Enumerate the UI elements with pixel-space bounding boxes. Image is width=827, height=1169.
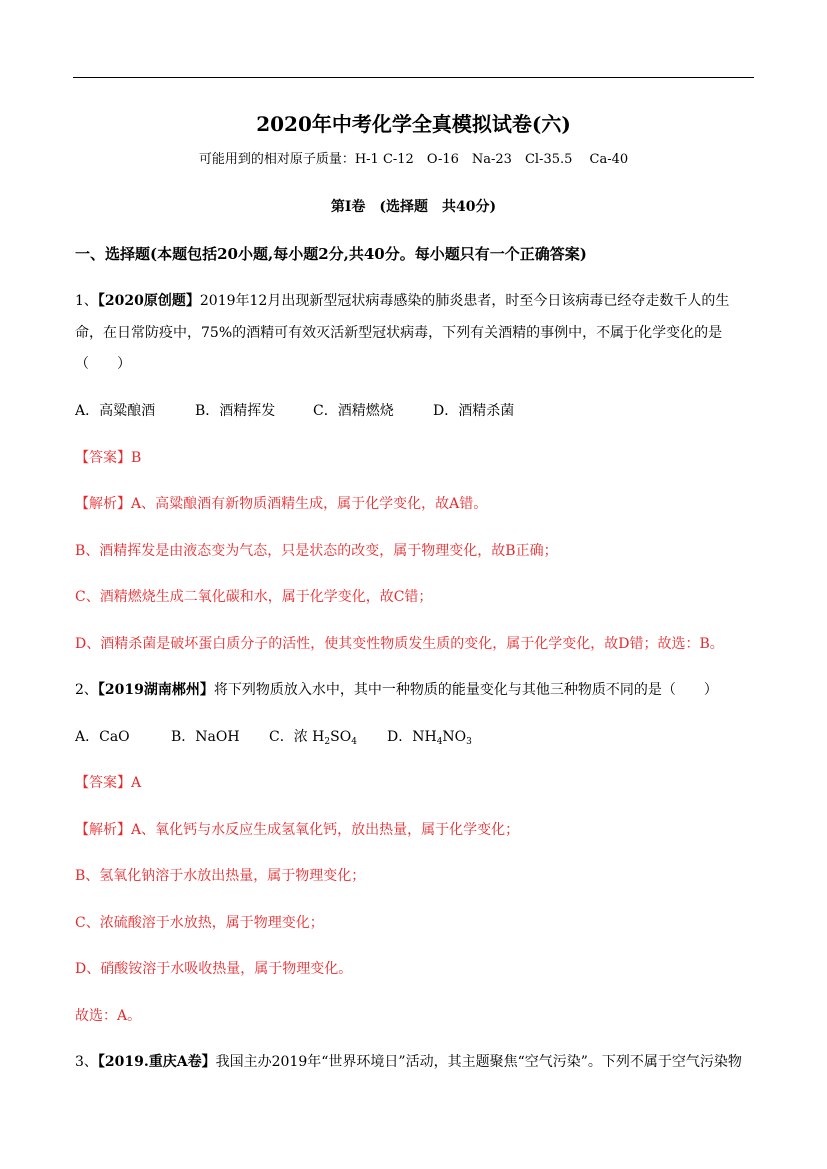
- analysis-line: D、硝酸铵溶于水吸收热量，属于物理变化。: [75, 961, 353, 977]
- section-title: 第Ⅰ卷 (选择题 共40分): [330, 199, 497, 215]
- atomic-masses-note: 可能用到的相对原子质量：H-1 C-12 O-16 Na-23 Cl-35.5 Ca-40: [198, 152, 629, 167]
- question-number: 3、: [75, 1054, 98, 1070]
- option-a: A．高粱酿酒: [75, 403, 156, 419]
- question-source-tag: 【2019.重庆A卷】: [97, 1054, 216, 1070]
- subscript: 2: [324, 737, 331, 747]
- question-2-line-1: [75, 680, 718, 700]
- subscript: 3: [466, 737, 472, 747]
- analysis-line: B、氢氧化钠溶于水放出热量，属于物理变化；: [75, 868, 366, 884]
- option-d-text: NO: [442, 729, 467, 745]
- question-text: 将下列物质放入水中，其中一种物质的能量变化与其他三种物质不同的是（ ）: [213, 682, 718, 698]
- option-c-text: C．浓 H: [269, 729, 325, 745]
- analysis-line: 故选：A。: [75, 1008, 142, 1024]
- analysis-line: C、酒精燃烧生成二氧化碳和水，属于化学变化，故C错；: [75, 589, 433, 605]
- analysis-line: D、酒精杀菌是破坏蛋白质分子的活性，使其变性物质发生质的变化，属于化学变化，故D错；故选：B。: [75, 636, 724, 652]
- answer: 【答案】A: [75, 775, 142, 791]
- question-1-line-1: [75, 291, 729, 311]
- analysis-line: C、浓硫酸溶于水放热，属于物理变化；: [75, 915, 324, 931]
- question-number: 2、: [75, 682, 98, 698]
- question-text: 我国主办2019年“世界环境日”活动，其主题聚焦“空气污染”。下列不属于空气污染物: [215, 1054, 742, 1070]
- option-d: D．酒精杀菌: [433, 403, 515, 419]
- question-1-options: [75, 401, 514, 421]
- subscript: 4: [436, 737, 443, 747]
- analysis-line: 【解析】A、高粱酿酒有新物质酒精生成，属于化学变化，故A错。: [75, 496, 488, 512]
- header-rule: [73, 77, 754, 78]
- answer: 【答案】B: [75, 450, 142, 466]
- option-c-text: SO: [330, 729, 352, 745]
- question-1-line-3: （ ）: [75, 356, 131, 372]
- option-a: A．CaO: [75, 729, 130, 745]
- page-title: 2020年中考化学全真模拟试卷(六): [256, 112, 571, 136]
- question-2-options: [75, 727, 472, 747]
- question-source-tag: 【2019湖南郴州】: [97, 682, 214, 698]
- option-b: B．NaOH: [171, 729, 240, 745]
- option-d-text: D．NH: [387, 729, 437, 745]
- subscript: 4: [351, 737, 357, 747]
- option-d: [387, 727, 472, 747]
- analysis-line: 【解析】A、氧化钙与水反应生成氢氧化钙，放出热量，属于化学变化；: [75, 822, 520, 838]
- question-number: 1、: [75, 293, 98, 309]
- question-text: 2019年12月出现新型冠状病毒感染的肺炎患者，时至今日该病毒已经夺走数千人的生: [199, 293, 730, 309]
- option-c: C．酒精燃烧: [313, 403, 394, 419]
- option-c: [269, 727, 387, 747]
- question-3-line-1: [75, 1052, 742, 1072]
- analysis-line: B、酒精挥发是由液态变为气态，只是状态的改变，属于物理变化，故B正确；: [75, 543, 558, 559]
- question-1-line-2: 命，在日常防疫中，75%的酒精可有效灭活新型冠状病毒，下列有关酒精的事例中，不属于化学变化的是: [75, 325, 723, 341]
- option-b: B．酒精挥发: [195, 403, 276, 419]
- part-heading: 一、选择题(本题包括20小题,每小题2分,共40分。每小题只有一个正确答案): [75, 245, 587, 263]
- question-source-tag: 【2020原创题】: [97, 293, 200, 309]
